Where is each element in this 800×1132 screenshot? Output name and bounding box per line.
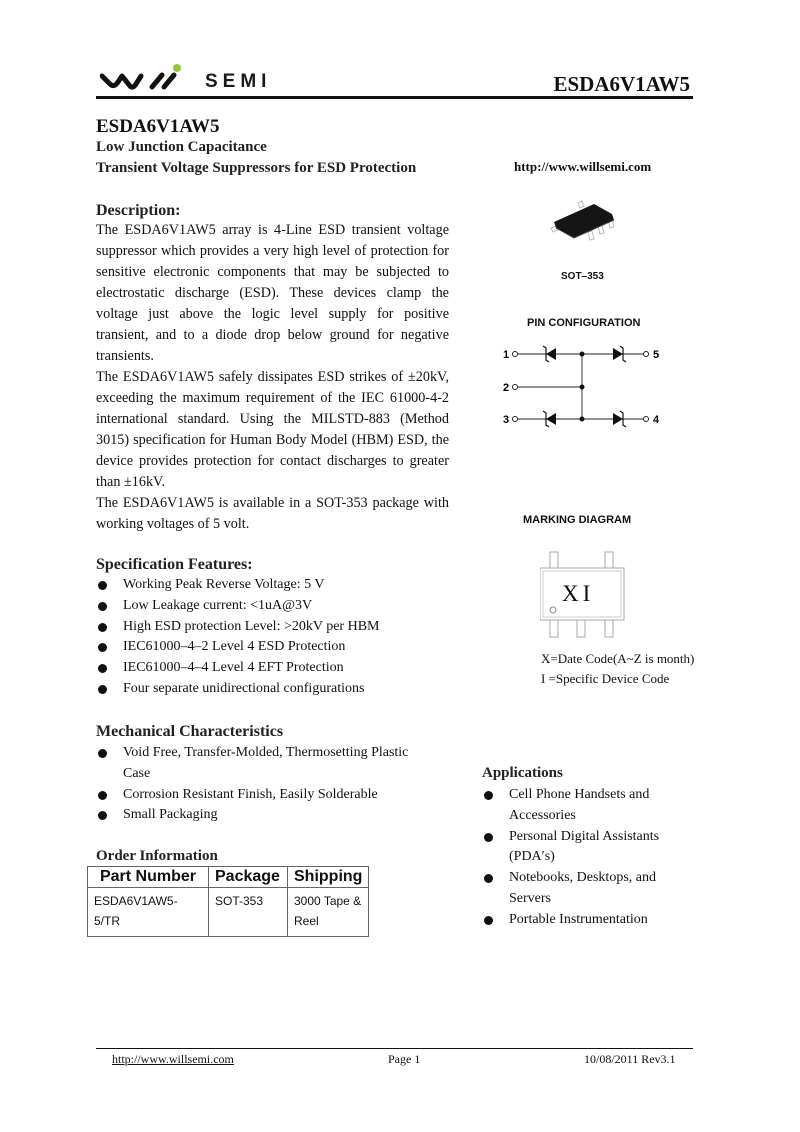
- marking-diagram: [540, 550, 630, 640]
- list-item: Corrosion Resistant Finish, Easily Solderable: [96, 785, 421, 806]
- footer-revision: 10/08/2011 Rev3.1: [584, 1052, 676, 1066]
- marking-diagram-label: MARKING DIAGRAM: [523, 514, 632, 526]
- marking-code: XI: [562, 581, 595, 606]
- footer-page-number: Page 1: [388, 1052, 421, 1066]
- list-item: IEC61000–4–2 Level 4 ESD Protection: [96, 637, 456, 658]
- will-logo-icon: [100, 62, 205, 96]
- list-item: Working Peak Reverse Voltage: 5 V: [96, 575, 456, 596]
- header-divider: [96, 96, 693, 99]
- footer-url-link[interactable]: http://www.willsemi.com: [112, 1052, 234, 1066]
- marking-note-device-code: I =Specific Device Code: [541, 671, 670, 686]
- applications-heading: Applications: [482, 765, 563, 781]
- cell-package: SOT-353: [209, 888, 288, 937]
- subtitle-capacitance: Low Junction Capacitance: [96, 139, 267, 155]
- list-item: High ESD protection Level: >20kV per HBM: [96, 617, 456, 638]
- order-info-heading: Order Information: [96, 848, 218, 864]
- chip-package-icon: [550, 198, 620, 250]
- applications-list: [482, 785, 682, 931]
- description-paragraph: The ESDA6V1AW5 is available in a SOT-353 package with working voltages of 5 volt.: [96, 495, 449, 532]
- description-heading: Description:: [96, 202, 181, 219]
- logo-text: SEMI: [205, 71, 272, 92]
- spec-features-list: [96, 575, 456, 700]
- pin-label: 2: [503, 382, 510, 394]
- list-item: Portable Instrumentation: [482, 910, 682, 931]
- spec-features-heading: Specification Features:: [96, 556, 253, 573]
- description-paragraph: The ESDA6V1AW5 array is 4-Line ESD transient voltage suppressor which provides a very high level of protection for sensitive electronic components that may be subjected to electrostatic discharge (ESD). These devices clamp the voltage just above the logic level supply for positive transient, and to a diode drop below ground for negative transients.: [96, 222, 449, 364]
- list-item: Personal Digital Assistants (PDA′s): [482, 827, 682, 869]
- mechanical-list: [96, 743, 421, 826]
- marking-note-date-code: X=Date Code(A~Z is month): [541, 651, 695, 666]
- list-item: Four separate unidirectional configurations: [96, 679, 456, 700]
- mechanical-heading: Mechanical Characteristics: [96, 723, 284, 740]
- company-url[interactable]: http://www.willsemi.com: [514, 159, 652, 174]
- description-body: [96, 220, 449, 535]
- pin-label: 3: [503, 414, 510, 426]
- list-item: IEC61000–4–4 Level 4 EFT Protection: [96, 658, 456, 679]
- subtitle-tvs: Transient Voltage Suppressors for ESD Protection: [96, 160, 417, 176]
- sot353-package-image: [550, 198, 620, 255]
- list-item: Small Packaging: [96, 805, 421, 826]
- pin-label: 1: [503, 349, 510, 361]
- footer-divider: [96, 1048, 693, 1049]
- description-paragraph: The ESDA6V1AW5 safely dissipates ESD strikes of ±20kV, exceeding the maximum requirement of the IEC 61000-4-2 international standard. Using the MILSTD-883 (Method 3015) specification for Human Body Model (HBM) ESD, the device provides protection for contact discharges to greater than ±16kV.: [96, 369, 449, 490]
- cell-part-number: ESDA6V1AW5-5/TR: [88, 888, 209, 937]
- list-item: Cell Phone Handsets and Accessories: [482, 785, 682, 827]
- list-item: Notebooks, Desktops, and Servers: [482, 868, 682, 910]
- list-item: Low Leakage current: <1uA@3V: [96, 596, 456, 617]
- cell-shipping: 3000 Tape & Reel: [288, 888, 369, 937]
- pin-configuration-label: PIN CONFIGURATION: [527, 317, 641, 329]
- pin-label: 5: [653, 349, 660, 361]
- page-title: ESDA6V1AW5: [96, 116, 220, 137]
- column-header-package: Package: [209, 867, 288, 888]
- column-header-part-number: Part Number: [88, 867, 209, 888]
- order-table: [87, 866, 369, 937]
- pin-label: 4: [653, 414, 660, 426]
- table-row: [88, 888, 369, 937]
- list-item: Void Free, Transfer-Molded, Thermosetting Plastic Case: [96, 743, 421, 785]
- package-label: SOT–353: [561, 271, 604, 282]
- column-header-shipping: Shipping: [288, 867, 369, 888]
- pin-configuration-diagram: [500, 340, 670, 435]
- document-part-code: ESDA6V1AW5: [553, 72, 690, 96]
